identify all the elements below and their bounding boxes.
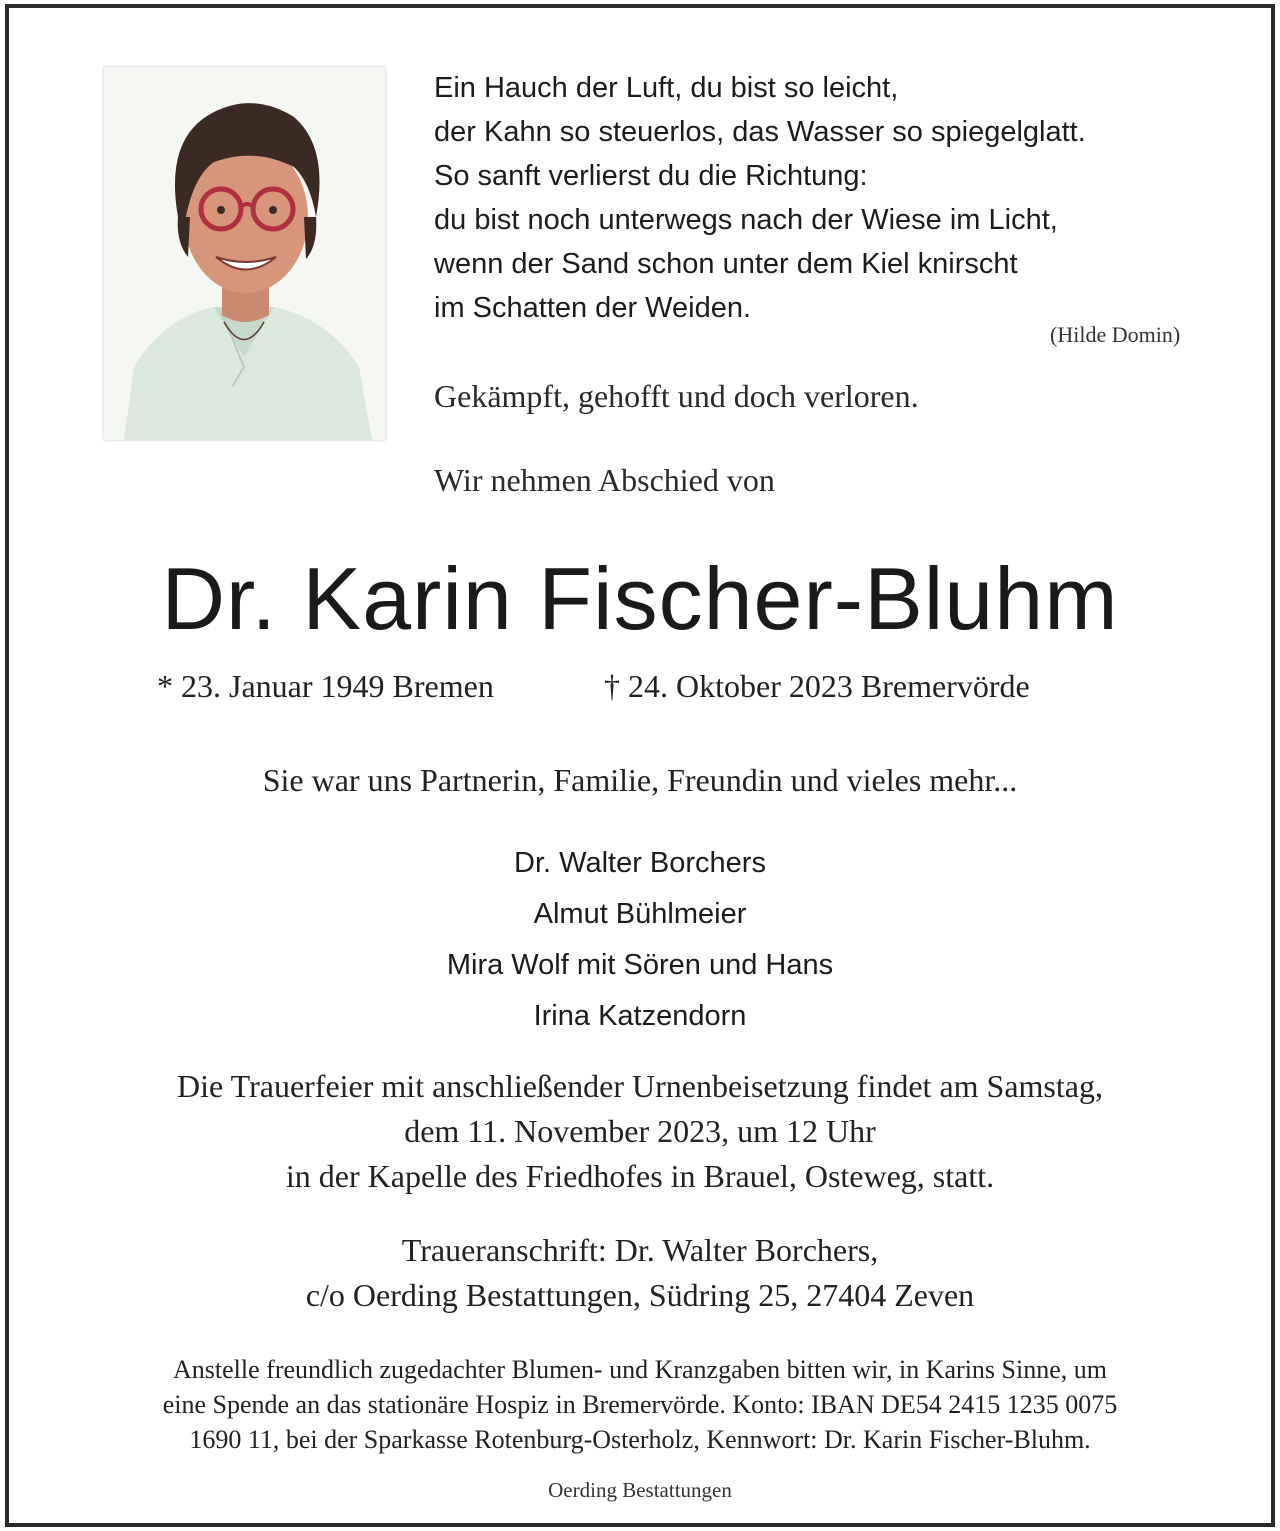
funeral-home-footer: Oerding Bestattungen bbox=[548, 1478, 732, 1502]
donation-line: eine Spende an das stationäre Hospiz in Bremervörde. Konto: IBAN DE54 2415 1235 0075 bbox=[162, 1390, 1118, 1419]
address-line: Traueranschrift: Dr. Walter Borchers, bbox=[401, 1232, 879, 1268]
mourner-name: Almut Bühlmeier bbox=[533, 898, 747, 930]
poem-author: (Hilde Domin) bbox=[1050, 322, 1181, 347]
poem-line: der Kahn so steuerlos, das Wasser so spiegelglatt. bbox=[434, 116, 1086, 148]
poem-line: So sanft verlierst du die Richtung: bbox=[434, 160, 868, 192]
poem-line: du bist noch unterwegs nach der Wiese im Licht, bbox=[434, 204, 1058, 236]
motto: Gekämpft, gehofft und doch verloren. bbox=[434, 378, 919, 414]
ceremony-line: in der Kapelle des Friedhofes in Brauel, Osteweg, statt. bbox=[285, 1158, 995, 1194]
address-line: c/o Oerding Bestattungen, Südring 25, 27404 Zeven bbox=[305, 1277, 975, 1313]
donation-line: 1690 11, bei der Sparkasse Rotenburg-Osterholz, Kennwort: Dr. Karin Fischer-Bluhm. bbox=[189, 1425, 1091, 1454]
deceased-name: Dr. Karin Fischer-Bluhm bbox=[161, 549, 1119, 648]
farewell-intro: Wir nehmen Abschied von bbox=[434, 462, 775, 498]
donation-note bbox=[0, 1352, 1280, 1457]
ceremony-line: dem 11. November 2023, um 12 Uhr bbox=[404, 1113, 876, 1149]
mourning-address bbox=[0, 1228, 1280, 1318]
portrait-illustration bbox=[104, 67, 385, 440]
donation-line: Anstelle freundlich zugedachter Blumen- und Kranzgaben bitten wir, in Karins Sinne, um bbox=[173, 1355, 1107, 1384]
death-date: † 24. Oktober 2023 Bremervörde bbox=[604, 668, 1030, 704]
mourner-name: Irina Katzendorn bbox=[533, 1000, 747, 1032]
birth-date: * 23. Januar 1949 Bremen bbox=[157, 668, 494, 704]
poem-line: wenn der Sand schon unter dem Kiel knirscht bbox=[434, 248, 1018, 280]
tribute-line: Sie war uns Partnerin, Familie, Freundin und vieles mehr... bbox=[262, 762, 1018, 798]
portrait-photo bbox=[104, 67, 385, 440]
poem-line: Ein Hauch der Luft, du bist so leicht, bbox=[434, 72, 899, 104]
ceremony-line: Die Trauerfeier mit anschließender Urnenbeisetzung findet am Samstag, bbox=[177, 1068, 1103, 1104]
poem bbox=[434, 66, 1086, 330]
mourners-list bbox=[0, 838, 1280, 1042]
ceremony-info bbox=[0, 1064, 1280, 1199]
mourner-name: Mira Wolf mit Sören und Hans bbox=[446, 949, 834, 981]
poem-line: im Schatten der Weiden. bbox=[434, 292, 752, 324]
mourner-name: Dr. Walter Borchers bbox=[514, 847, 766, 879]
